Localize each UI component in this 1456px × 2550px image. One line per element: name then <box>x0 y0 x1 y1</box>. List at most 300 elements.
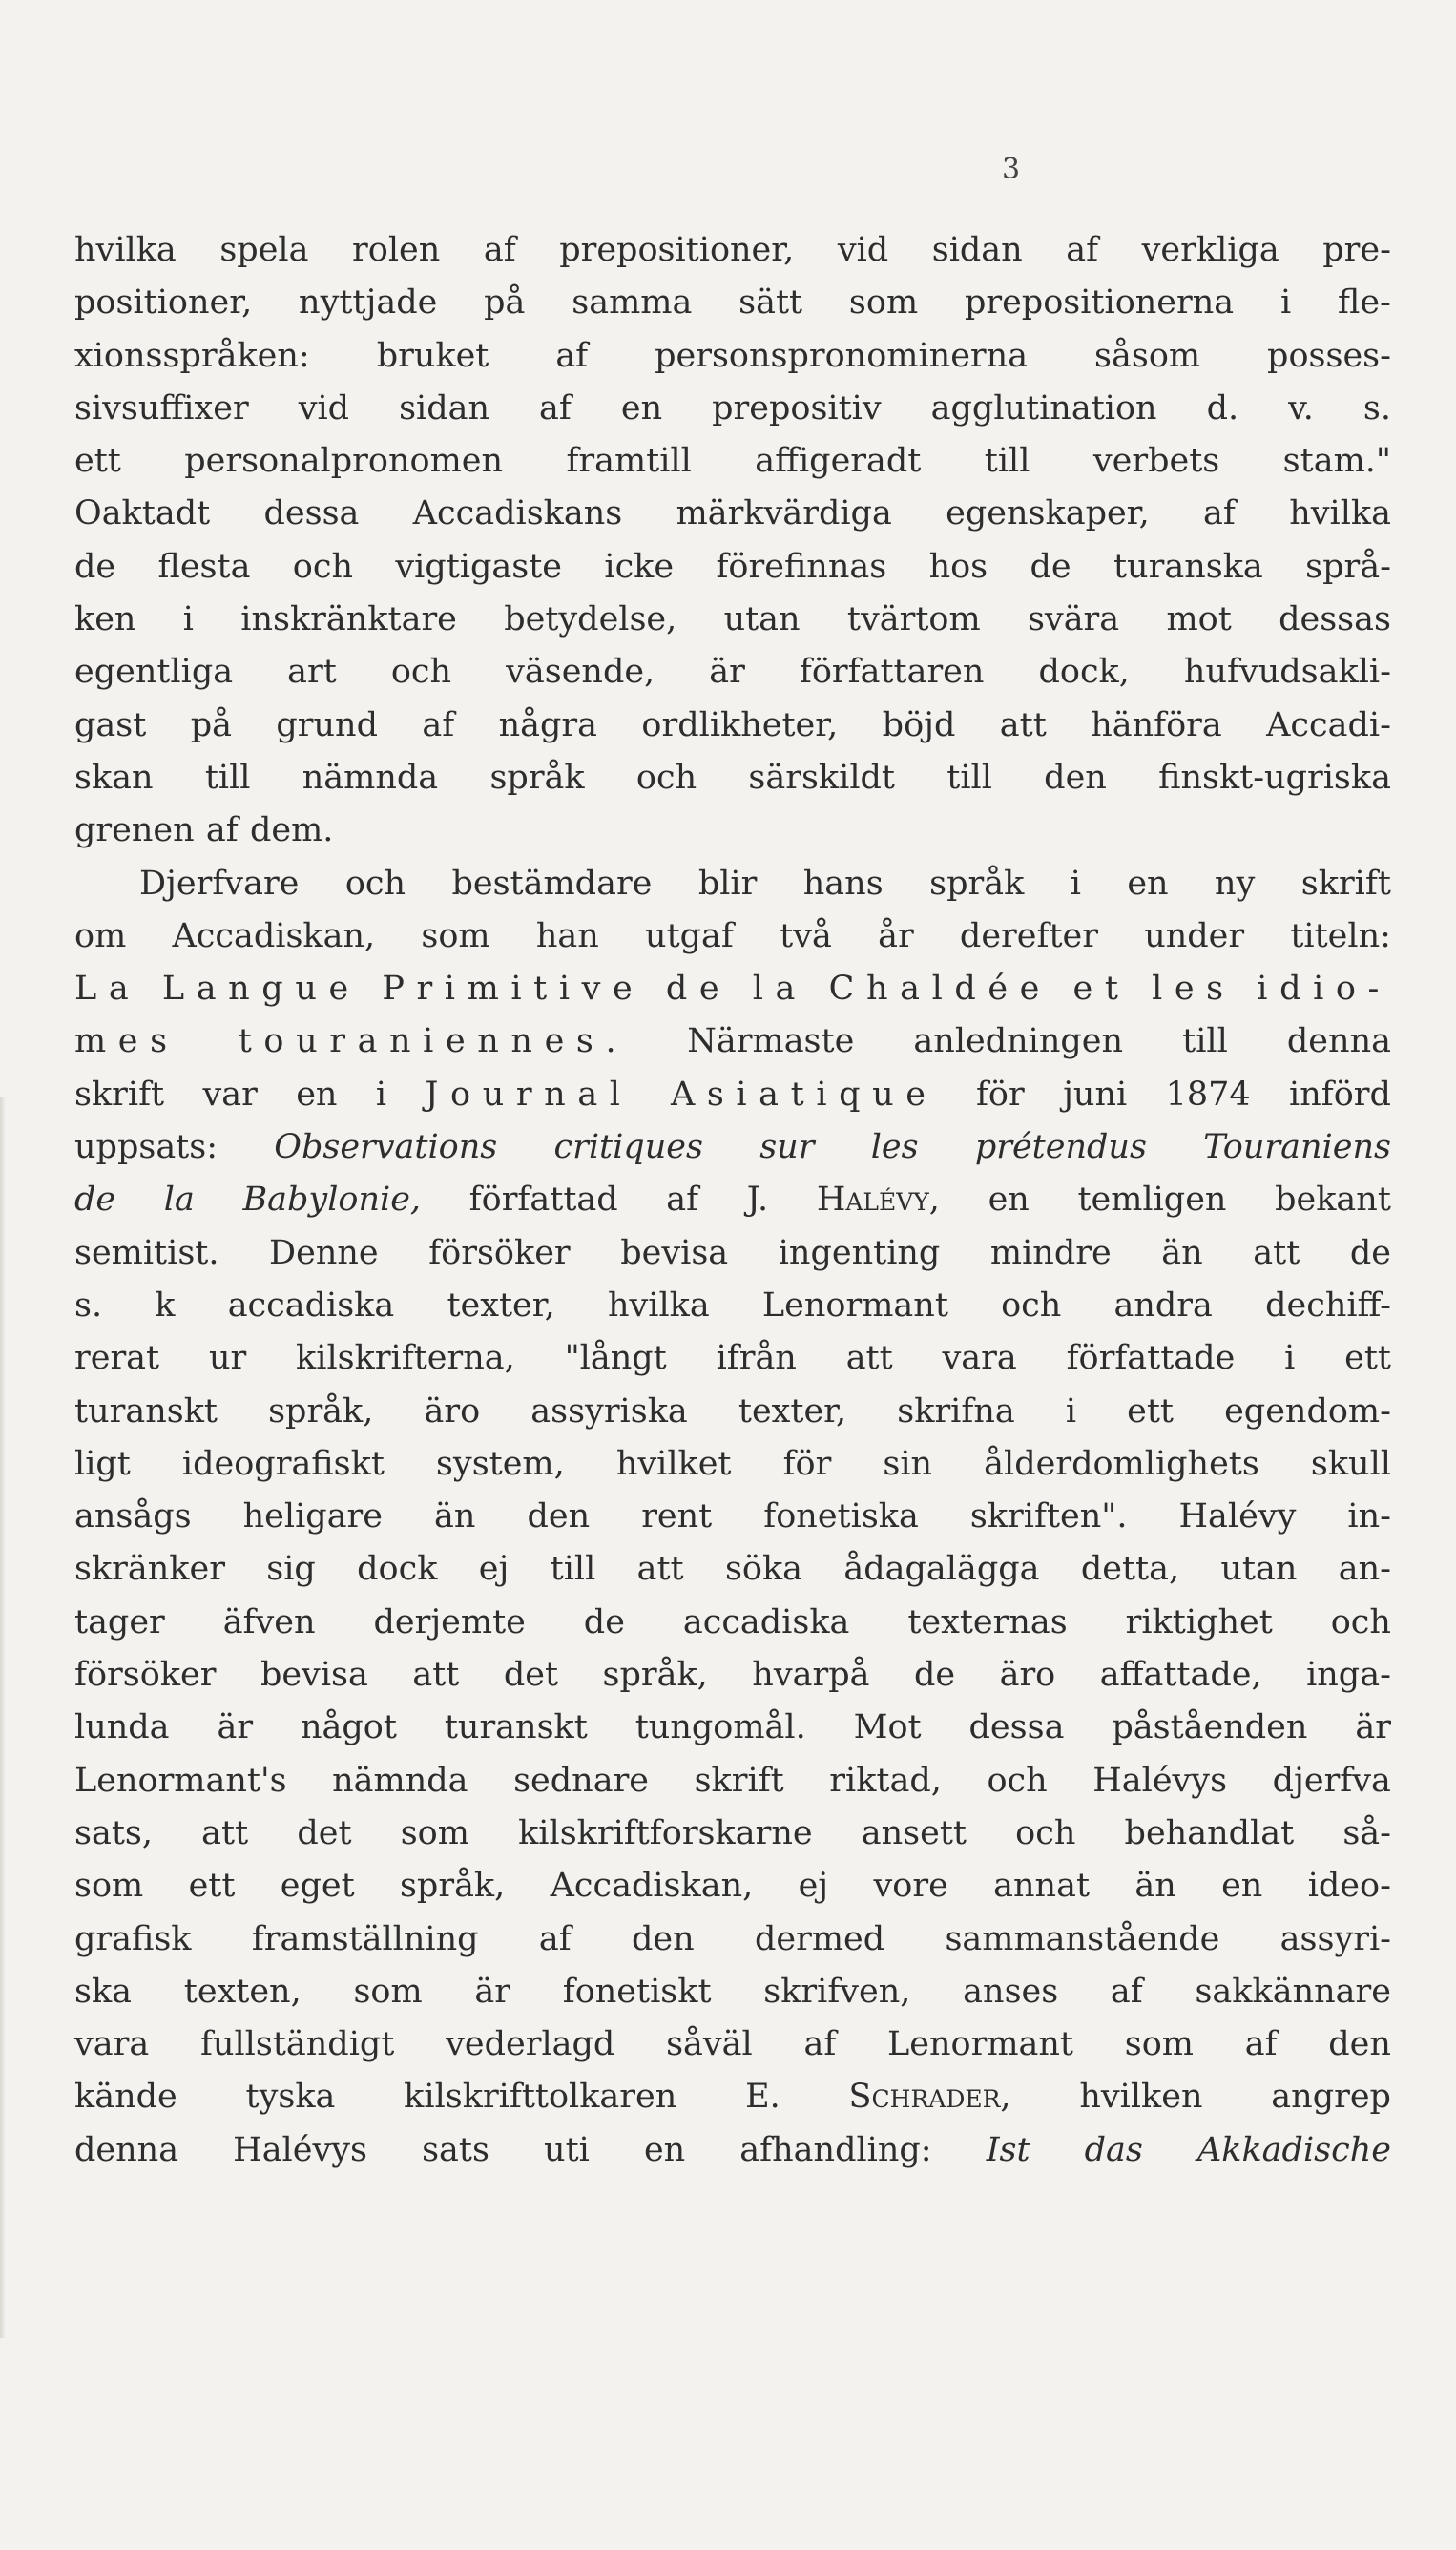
text-line <box>74 594 1391 646</box>
word: de <box>1030 547 1071 586</box>
word: bekant <box>1275 1181 1391 1220</box>
word: skull <box>1310 1444 1391 1483</box>
text-line <box>74 277 1391 329</box>
word: att <box>999 705 1047 744</box>
word: das <box>1084 2130 1143 2169</box>
word: ej <box>798 1867 829 1906</box>
word: sats <box>422 2130 489 2169</box>
text-line <box>74 1649 1391 1702</box>
word: texten, <box>183 1972 302 2011</box>
word: Accadiskan, <box>172 916 376 955</box>
word: system, <box>435 1444 565 1483</box>
word: ur <box>208 1339 247 1378</box>
word: lunda <box>74 1708 170 1747</box>
text-line <box>74 330 1391 383</box>
word: af <box>483 231 516 269</box>
text-line <box>74 1227 1391 1280</box>
word: böjd <box>882 705 956 744</box>
word: af <box>1244 2025 1278 2064</box>
word: derjemte <box>373 1602 526 1641</box>
word: dechiff- <box>1265 1285 1391 1325</box>
word: fle- <box>1338 283 1391 323</box>
text-line <box>74 224 1391 277</box>
text-line <box>74 435 1391 488</box>
word: detta, <box>1080 1550 1180 1589</box>
word: förefinnas <box>716 547 887 586</box>
word: ifrån <box>716 1339 797 1378</box>
word: vore <box>873 1867 948 1906</box>
word: försöker <box>74 1656 217 1695</box>
word: om <box>74 916 127 955</box>
word: det <box>503 1656 559 1695</box>
word: af <box>555 336 589 375</box>
word: äro <box>424 1391 481 1431</box>
text-line <box>74 1913 1391 1966</box>
word: Chaldée <box>828 970 1051 1009</box>
word: betydelse, <box>504 600 677 639</box>
word: hvilken <box>1079 2078 1203 2117</box>
word: och <box>1001 1285 1062 1325</box>
word: af <box>666 1181 699 1220</box>
word: assyriska <box>530 1391 688 1431</box>
text-line <box>74 488 1391 540</box>
word: icke <box>604 547 675 586</box>
word: sats, <box>74 1813 153 1852</box>
word: vederlagd <box>446 2025 615 2064</box>
word: s. <box>1362 388 1391 428</box>
word: ordlikheter, <box>641 705 839 744</box>
text-line <box>74 1332 1391 1385</box>
word: ansett <box>861 1813 967 1852</box>
word: personspronominerna <box>655 336 1029 375</box>
word: djerfva <box>1272 1761 1391 1800</box>
word: touraniennes. <box>238 1022 629 1061</box>
word: texter, <box>447 1285 555 1325</box>
text-line <box>74 1386 1391 1438</box>
word: de <box>583 1602 625 1641</box>
word: v. <box>1288 388 1314 428</box>
text-line <box>74 963 1391 1015</box>
word: sin <box>883 1444 933 1483</box>
word: ken <box>74 600 136 639</box>
word: sidan <box>931 231 1023 269</box>
word: nämnda <box>332 1761 468 1800</box>
word: ett <box>1344 1339 1391 1378</box>
word: stam." <box>1282 442 1391 481</box>
word: vara <box>74 2025 150 2064</box>
word: Närmaste <box>687 1022 855 1061</box>
word: egendom- <box>1224 1391 1391 1431</box>
word: Accadi- <box>1266 705 1391 744</box>
word: agglutination <box>930 388 1157 428</box>
word: la <box>163 1181 195 1220</box>
word: rolen <box>352 231 441 269</box>
word: språk, <box>399 1867 506 1906</box>
word: författad <box>468 1181 618 1220</box>
word: ett <box>188 1867 236 1906</box>
text-line <box>74 2124 1391 2177</box>
word: söka <box>724 1550 803 1589</box>
word: hos <box>928 547 988 586</box>
word: påståenden <box>1112 1708 1308 1747</box>
word: ingenting <box>778 1233 941 1272</box>
text-line <box>74 541 1391 594</box>
word: texternas <box>907 1602 1068 1641</box>
word: den <box>1044 758 1107 797</box>
word: ideo- <box>1307 1867 1391 1906</box>
word: af <box>1066 231 1099 269</box>
word: hänföra <box>1091 705 1222 744</box>
text-line <box>74 805 1391 857</box>
word: semitist. <box>74 1233 219 1272</box>
word: af <box>538 1919 572 1958</box>
word: anses <box>963 1972 1059 2011</box>
word: Denne <box>269 1233 379 1272</box>
word: anledningen <box>913 1022 1124 1061</box>
word: dessa <box>968 1708 1065 1747</box>
word: skrift <box>74 1075 165 1114</box>
word: critiques <box>553 1128 703 1167</box>
word: vara <box>942 1339 1017 1378</box>
word: de <box>913 1656 956 1695</box>
word: att <box>636 1550 684 1589</box>
word: ideografiskt <box>181 1444 385 1483</box>
word: k <box>155 1285 176 1325</box>
word: språk <box>489 758 585 797</box>
word: Langue <box>161 970 361 1009</box>
word: an- <box>1338 1550 1391 1589</box>
text-line <box>74 383 1391 435</box>
word: spela <box>219 231 309 269</box>
word: Halévys <box>1092 1761 1228 1800</box>
word: prepositionerna <box>964 283 1235 323</box>
word: än <box>1161 1233 1203 1272</box>
word: i <box>1279 283 1292 323</box>
word: hufvudsakli- <box>1183 653 1391 692</box>
word: sur <box>759 1128 815 1167</box>
word: samma <box>572 283 693 323</box>
word: tvärtom <box>846 600 981 639</box>
word: denna <box>1286 1022 1391 1061</box>
word: blir <box>697 864 758 903</box>
word: titeln: <box>1290 916 1391 955</box>
word: som <box>400 1813 469 1852</box>
word: idio- <box>1257 970 1391 1009</box>
word: svära <box>1027 600 1120 639</box>
word: bestämdare <box>451 864 653 903</box>
word: och <box>1015 1813 1076 1852</box>
word: grafisk <box>74 1919 192 1958</box>
text-line <box>74 1438 1391 1491</box>
word: som <box>353 1972 423 2011</box>
word: les <box>870 1128 919 1167</box>
word: prepositioner, <box>559 231 795 269</box>
word: andra <box>1113 1285 1213 1325</box>
word: fullständigt <box>199 2025 395 2064</box>
word: eget <box>280 1867 355 1906</box>
word: bevisa <box>260 1656 368 1695</box>
word: och <box>987 1761 1048 1800</box>
word: språk, <box>268 1391 374 1431</box>
word: Schrader, <box>848 2078 1011 2117</box>
word: särskildt <box>748 758 895 797</box>
word: afhandling: <box>739 2130 932 2169</box>
word: än <box>1134 1867 1176 1906</box>
word: och <box>635 758 697 797</box>
word: ansågs <box>74 1497 192 1536</box>
word: posses- <box>1267 336 1391 375</box>
word: till <box>204 758 251 797</box>
word: Halévy <box>1178 1497 1297 1536</box>
word: ett <box>74 442 121 481</box>
word: skränker <box>74 1550 225 1589</box>
word: mes <box>74 1022 179 1061</box>
text-line <box>74 1860 1391 1912</box>
word: juni <box>1063 1075 1128 1114</box>
word: Accadiskans <box>412 494 623 533</box>
word: Primitive <box>382 970 645 1009</box>
word: de <box>74 1181 116 1220</box>
word: Ist <box>986 2130 1030 2169</box>
word: till <box>1182 1022 1228 1061</box>
word: turanskt <box>74 1391 218 1431</box>
word: sednare <box>513 1761 650 1800</box>
word: införd <box>1289 1075 1391 1114</box>
word: uppsats: <box>74 1128 218 1167</box>
word: af <box>803 2025 837 2064</box>
word: xionsspråken: <box>74 336 310 375</box>
word: Lenormant <box>887 2025 1073 2064</box>
word: kilskriftforskarne <box>518 1813 813 1852</box>
word: ett <box>1127 1391 1174 1431</box>
word: Mot <box>853 1708 922 1747</box>
word: skrift <box>694 1761 784 1800</box>
word: mindre <box>989 1233 1112 1272</box>
word: La <box>74 970 141 1009</box>
word: en <box>620 388 663 428</box>
text-line <box>74 700 1391 752</box>
word: inga- <box>1306 1656 1391 1695</box>
text-line <box>74 1069 1391 1121</box>
word: sig <box>266 1550 316 1589</box>
word: som <box>421 916 490 955</box>
word: en <box>1221 1867 1263 1906</box>
word: angrep <box>1271 2078 1391 2117</box>
word: inskränktare <box>240 600 457 639</box>
word: annat <box>993 1867 1091 1906</box>
word: verbets <box>1092 442 1220 481</box>
word: temligen <box>1077 1181 1227 1220</box>
word: och <box>292 547 354 586</box>
word: skrifven, <box>763 1972 911 2011</box>
word: Observations <box>274 1128 498 1167</box>
word: et <box>1072 970 1131 1009</box>
word: Accadiskan, <box>550 1867 754 1906</box>
word: sidan <box>399 388 490 428</box>
word: dessa <box>263 494 360 533</box>
word: i <box>1065 1391 1077 1431</box>
text-line <box>74 646 1391 699</box>
word: det <box>297 1813 352 1852</box>
word: de <box>74 547 116 586</box>
word: ådagalägga <box>843 1550 1040 1589</box>
text-line <box>74 1174 1391 1226</box>
word: kilskrifttolkaren <box>404 2078 677 2117</box>
word: hvilket <box>615 1444 732 1483</box>
word: accadiska <box>227 1285 395 1325</box>
word: hans <box>802 864 884 903</box>
word: turanskt <box>444 1708 588 1747</box>
word: Halévy, <box>816 1181 940 1220</box>
word: Lenormant <box>761 1285 948 1325</box>
word: framställning <box>251 1919 479 1958</box>
text-line <box>74 2018 1391 2071</box>
text-line <box>74 1491 1391 1543</box>
word: att <box>412 1656 460 1695</box>
word: såsom <box>1094 336 1201 375</box>
word: den <box>527 1497 591 1536</box>
word: ej <box>478 1550 510 1589</box>
word: sätt <box>738 283 803 323</box>
word: till <box>984 442 1030 481</box>
text-line <box>74 1121 1391 1174</box>
word: pre- <box>1322 231 1391 269</box>
word: en <box>988 1181 1030 1220</box>
word: dock, <box>1038 653 1130 692</box>
word: språk, <box>602 1656 708 1695</box>
word: af <box>539 388 572 428</box>
word: finskt-ugriska <box>1158 758 1391 797</box>
word: vid <box>298 388 350 428</box>
word: mot <box>1166 600 1232 639</box>
word: år <box>878 916 914 955</box>
word: la <box>752 970 808 1009</box>
word: framtill <box>566 442 692 481</box>
word: tungomål. <box>634 1708 806 1747</box>
word: bruket <box>376 336 489 375</box>
text-line <box>74 1597 1391 1649</box>
word: på <box>190 705 232 744</box>
word: fonetiska <box>763 1497 919 1536</box>
word: två <box>780 916 832 955</box>
word: och <box>344 864 406 903</box>
word: nyttjade <box>299 283 438 323</box>
text-line <box>74 1702 1391 1754</box>
word: och <box>1330 1602 1391 1641</box>
word: ny <box>1215 864 1256 903</box>
text-line <box>74 910 1391 963</box>
word: Oaktadt <box>74 494 211 533</box>
word: den <box>632 1919 695 1958</box>
word: behandlat <box>1124 1813 1295 1852</box>
word: väsende, <box>506 653 655 692</box>
word: assyri- <box>1279 1919 1391 1958</box>
word: flesta <box>157 547 251 586</box>
word: som <box>74 1867 144 1906</box>
word: är <box>709 653 745 692</box>
text-line <box>74 1543 1391 1596</box>
word: Touraniens <box>1203 1128 1391 1167</box>
word: så- <box>1342 1813 1391 1852</box>
word: prétendus <box>974 1128 1147 1167</box>
word: egenskaper, <box>946 494 1150 533</box>
text-line <box>74 1755 1391 1808</box>
word: nämnda <box>302 758 439 797</box>
word: skan <box>74 758 154 797</box>
word: bevisa <box>620 1233 729 1272</box>
text-line <box>74 1808 1391 1860</box>
word: af <box>1203 494 1236 533</box>
word: några <box>498 705 598 744</box>
word: riktad, <box>829 1761 942 1800</box>
text-line <box>74 2071 1391 2123</box>
word: gast <box>74 705 147 744</box>
word: rent <box>641 1497 713 1536</box>
word: grenen <box>74 811 195 850</box>
word: vid <box>837 231 889 269</box>
word: de <box>665 970 732 1009</box>
word: skriften". <box>969 1497 1128 1536</box>
word: riktighet <box>1125 1602 1273 1641</box>
word: Journal <box>425 1075 633 1114</box>
word: språ- <box>1305 547 1391 586</box>
word: i <box>1070 864 1081 903</box>
word: hvilka <box>607 1285 710 1325</box>
word: ålderdomlighets <box>984 1444 1259 1483</box>
word: grund <box>276 705 378 744</box>
word: accadiska <box>682 1602 850 1641</box>
word: dermed <box>754 1919 885 1958</box>
word: han <box>535 916 599 955</box>
word: d. <box>1206 388 1239 428</box>
word: utan <box>723 600 801 639</box>
word: hvilka <box>1289 494 1391 533</box>
word: för <box>975 1075 1025 1114</box>
word: utgaf <box>645 916 734 955</box>
word: äro <box>999 1656 1056 1695</box>
word: Akkadische <box>1196 2130 1391 2169</box>
word: egentliga <box>74 653 234 692</box>
word: vigtigaste <box>395 547 563 586</box>
word: turanska <box>1113 547 1263 586</box>
word: än <box>434 1497 476 1536</box>
word: författaren <box>799 653 985 692</box>
word: är <box>1355 1708 1391 1747</box>
word: en <box>1127 864 1169 903</box>
word: skrifna <box>897 1391 1015 1431</box>
word: af <box>1110 1972 1143 2011</box>
word: hvilka <box>74 231 177 269</box>
word: fonetiskt <box>562 1972 712 2011</box>
word: något <box>300 1708 397 1747</box>
word: i <box>1284 1339 1296 1378</box>
word: de <box>1349 1233 1391 1272</box>
text-line <box>74 752 1391 805</box>
text-line <box>74 1015 1391 1068</box>
word: märkvärdiga <box>676 494 892 533</box>
word: en <box>296 1075 338 1114</box>
page-number: 3 <box>1002 153 1021 186</box>
word: såväl <box>666 2025 753 2064</box>
word: J. <box>746 1181 769 1220</box>
word: rerat <box>74 1339 160 1378</box>
word: till <box>550 1550 596 1589</box>
word: texter, <box>738 1391 847 1431</box>
word: till <box>946 758 992 797</box>
word: kilskrifterna, <box>296 1339 515 1378</box>
word: uti <box>544 2130 590 2169</box>
word: dem. <box>249 811 334 850</box>
